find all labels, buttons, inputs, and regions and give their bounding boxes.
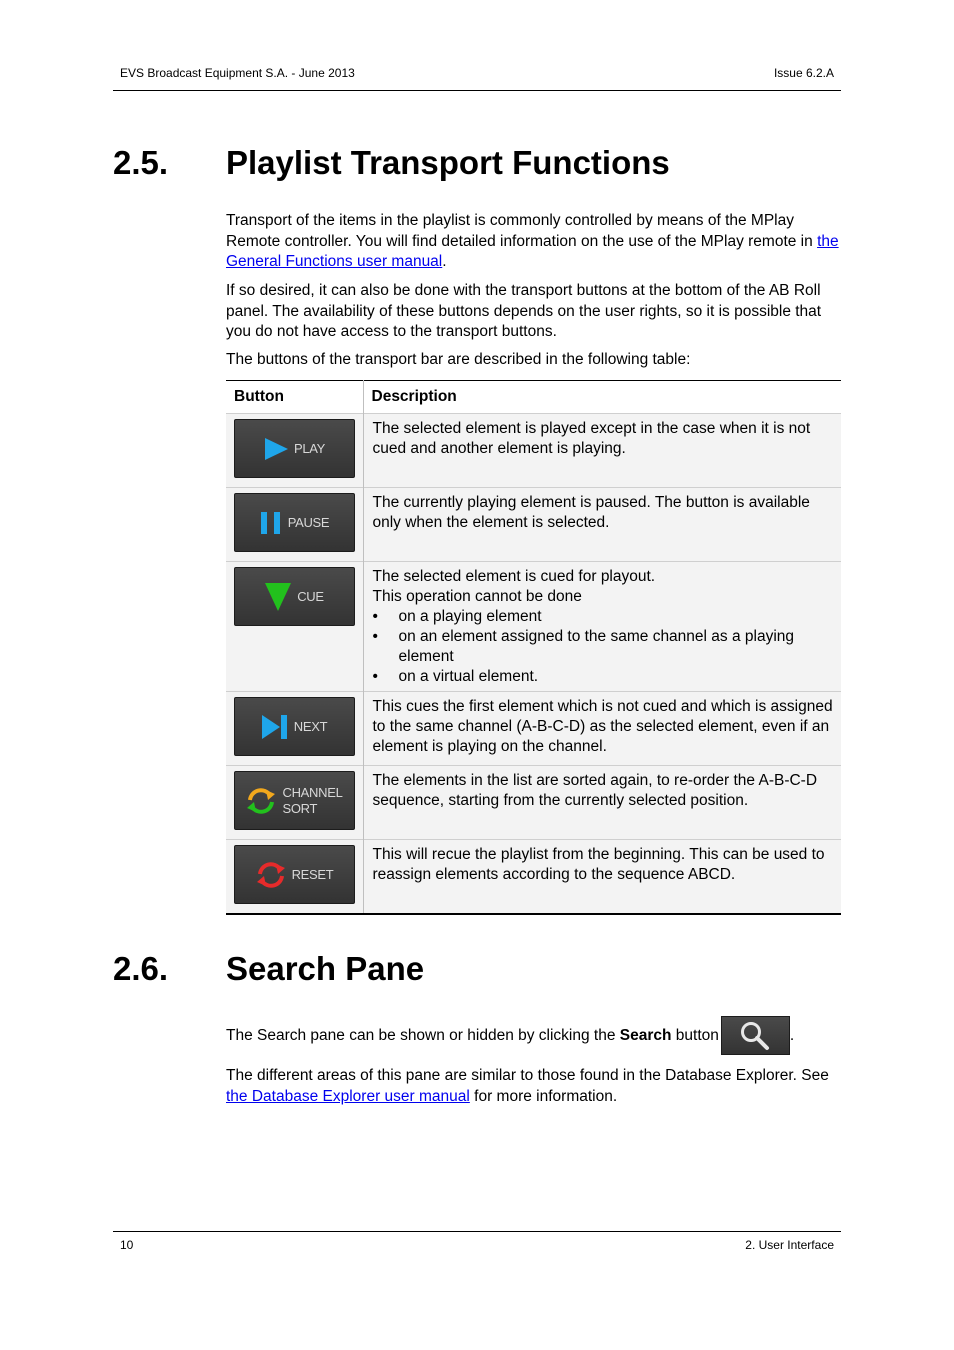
play-button-label: PLAY [293,440,326,456]
channel-sort-button-label: CHANNEL SORT [282,784,343,816]
play-button[interactable] [234,419,355,478]
search-button[interactable] [721,1016,790,1055]
section-number: 2.5. [113,144,169,181]
pause-description: The currently playing element is paused. The button is available only when the element is selected. [363,488,841,562]
next-button[interactable] [234,697,355,756]
cue-description-line: The selected element is cued for playout. [372,568,656,585]
cue-button[interactable] [234,567,355,626]
pause-icon [260,512,282,534]
table-row [226,766,841,840]
next-icon [262,715,288,739]
section-number: 2.6. [113,950,169,987]
next-button-label: NEXT [293,718,328,734]
next-description: This cues the first element which is not cued and which is assigned to the same channel (A-B-C-D) as the selected element, even if an element is playing on the channel. [363,692,841,766]
table-header-row [226,381,841,414]
channel-sort-icon [246,786,276,816]
channel-sort-button[interactable] [234,771,355,830]
database-explorer-paragraph: The different areas of this pane are similar to those found in the Database Explorer. See the Database Explorer user manual for more information. [226,1067,829,1105]
running-header-left: EVS Broadcast Equipment S.A. - June 2013 [120,66,355,80]
cue-description-line: This operation cannot be done [372,588,582,605]
transport-buttons-paragraph: If so desired, it can also be done with the transport buttons at the bottom of the AB Roll panel. The availability of these buttons depends on the user rights, so it is possible that you do not have access to the transport buttons. [226,282,822,340]
intro-paragraph: Transport of the items in the playlist is commonly controlled by means of the MPlay Remote controller. You will find detailed information on the use of the MPlay remote in the General Functions user manual. [226,212,839,270]
header-rule [113,90,841,91]
pause-button-label: PAUSE [287,514,330,530]
table-row [226,840,841,914]
cue-description [363,562,841,692]
search-bold-label: Search [619,1027,672,1044]
footer-rule [113,1231,841,1232]
chapter-name: 2. User Interface [745,1238,834,1252]
reset-button-label: RESET [291,866,334,882]
table-intro-paragraph: The buttons of the transport bar are described in the following table: [226,351,691,368]
play-icon [264,438,288,460]
pause-button[interactable] [234,493,355,552]
section-title: Search Pane [226,950,425,987]
general-functions-manual-link[interactable]: the General Functions user manual [226,232,839,270]
cue-restrictions-list [373,607,836,687]
database-explorer-manual-link[interactable]: the Database Explorer user manual [226,1087,470,1105]
table-row [226,488,841,562]
cue-button-label: CUE [297,588,324,604]
table-row [226,562,841,692]
transport-buttons-table [226,380,841,915]
search-pane-paragraph: The Search pane can be shown or hidden by clicking the Search button . [226,1016,846,1055]
reset-icon [256,860,286,890]
search-icon [739,1020,771,1052]
reset-description: This will recue the playlist from the beginning. This can be used to reassign elements according to the sequence ABCD. [363,840,841,914]
list-item: • on an element assigned to the same channel as a playing element [373,627,836,667]
table-row [226,692,841,766]
channel-sort-description: The elements in the list are sorted again, to re-order the A-B-C-D sequence, starting from the currently selected position. [363,766,841,840]
list-item: • on a virtual element. [373,667,836,687]
table-row [226,414,841,488]
column-header-description: Description [363,381,841,414]
running-header-right: Issue 6.2.A [773,66,834,80]
section-title: Playlist Transport Functions [226,144,670,181]
reset-button[interactable] [234,845,355,904]
play-description: The selected element is played except in the case when it is not cued and another element is playing. [363,414,841,488]
page-number: 10 [120,1238,134,1252]
column-header-button: Button [226,381,363,414]
list-item: • on a playing element [373,607,836,627]
cue-arrow-icon [265,583,291,611]
